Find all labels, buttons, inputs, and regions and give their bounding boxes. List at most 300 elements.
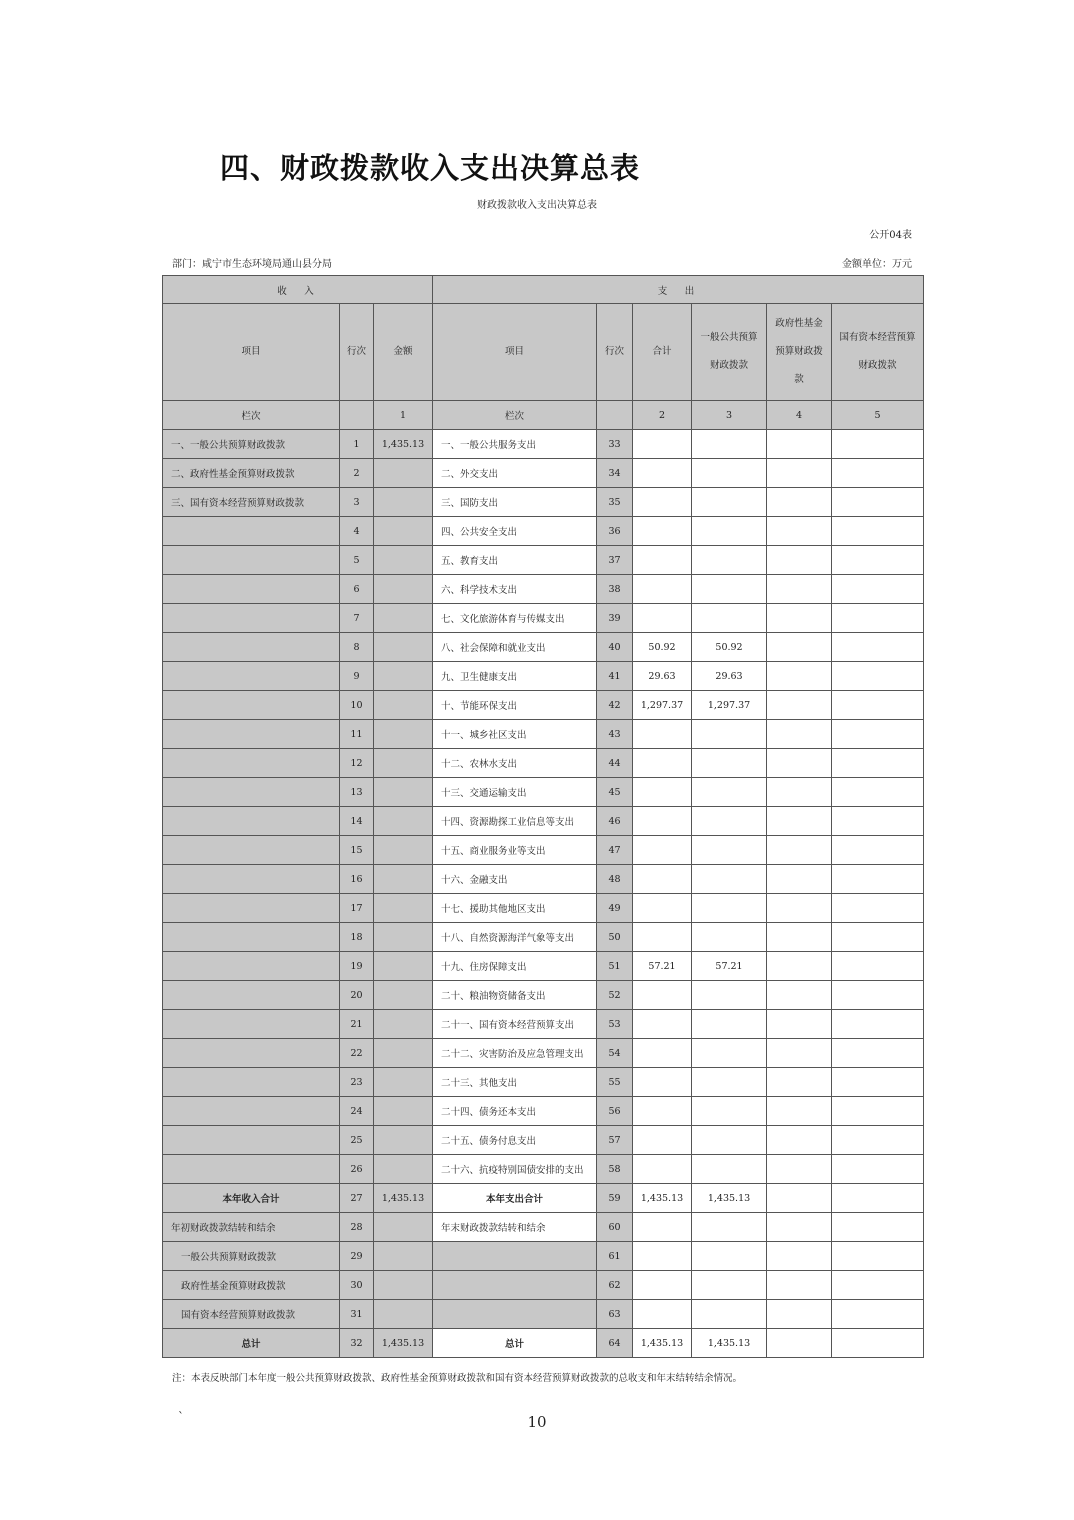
total-amount-cell <box>633 575 692 604</box>
total-amount-cell <box>633 1010 692 1039</box>
fund-budget-amount-cell <box>767 981 832 1010</box>
lanci-blank <box>597 401 633 430</box>
expense-row-no-cell: 51 <box>597 952 633 981</box>
expense-item-cell: 二十、粮油物资储备支出 <box>433 981 597 1010</box>
general-budget-amount-cell <box>692 575 767 604</box>
table-row <box>163 691 924 720</box>
total-amount-cell <box>633 1097 692 1126</box>
income-row-no-cell: 29 <box>340 1242 374 1271</box>
table-row <box>163 575 924 604</box>
income-item-cell <box>163 1068 340 1097</box>
fund-budget-amount-cell <box>767 662 832 691</box>
expense-row-no-cell: 41 <box>597 662 633 691</box>
state-capital-amount-cell <box>832 1242 924 1271</box>
total-amount-cell <box>633 1039 692 1068</box>
table-row <box>163 1126 924 1155</box>
form-number: 公开04表 <box>869 230 912 241</box>
expense-row-no-cell: 48 <box>597 865 633 894</box>
income-row-no-cell: 32 <box>340 1329 374 1358</box>
income-row-no-cell: 31 <box>340 1300 374 1329</box>
expense-item-cell: 二十四、债务还本支出 <box>433 1097 597 1126</box>
expense-item-cell <box>433 1271 597 1300</box>
income-row-no-cell: 21 <box>340 1010 374 1039</box>
income-amount-cell <box>374 1213 433 1242</box>
income-amount-cell <box>374 662 433 691</box>
fund-budget-amount-cell <box>767 1329 832 1358</box>
fund-budget-amount-cell <box>767 604 832 633</box>
total-amount-cell <box>633 1213 692 1242</box>
income-item-cell <box>163 691 340 720</box>
total-amount-cell: 29.63 <box>633 662 692 691</box>
year-total-row <box>163 1184 924 1213</box>
income-item-cell <box>163 1126 340 1155</box>
total-amount-cell <box>633 865 692 894</box>
expense-row-no-cell: 46 <box>597 807 633 836</box>
expense-row-no-cell: 62 <box>597 1271 633 1300</box>
expense-row-no-cell: 44 <box>597 749 633 778</box>
income-row-no-cell: 15 <box>340 836 374 865</box>
expense-item-cell: 十二、农林水支出 <box>433 749 597 778</box>
expense-item-cell: 六、科学技术支出 <box>433 575 597 604</box>
income-amount-cell <box>374 1155 433 1184</box>
stray-mark: ` <box>178 1410 184 1424</box>
income-item-cell <box>163 1010 340 1039</box>
state-capital-amount-cell <box>832 1097 924 1126</box>
general-budget-amount-cell <box>692 1097 767 1126</box>
table-row <box>163 981 924 1010</box>
total-amount-cell <box>633 517 692 546</box>
expense-item-cell: 十六、金融支出 <box>433 865 597 894</box>
general-budget-amount-cell <box>692 807 767 836</box>
income-row-no-cell: 25 <box>340 1126 374 1155</box>
state-capital-amount-cell <box>832 1271 924 1300</box>
general-budget-amount-cell <box>692 517 767 546</box>
total-amount-cell <box>633 807 692 836</box>
general-budget-amount-cell <box>692 1213 767 1242</box>
fund-budget-amount-cell <box>767 1097 832 1126</box>
general-budget-amount-cell <box>692 1010 767 1039</box>
carry-over-row <box>163 1213 924 1242</box>
expense-item-cell: 七、文化旅游体育与传媒支出 <box>433 604 597 633</box>
expense-item-cell: 十四、资源勘探工业信息等支出 <box>433 807 597 836</box>
lanci-blank <box>340 401 374 430</box>
total-amount-cell <box>633 836 692 865</box>
state-capital-amount-cell <box>832 1213 924 1242</box>
expense-item-cell: 十八、自然资源海洋气象等支出 <box>433 923 597 952</box>
table-row <box>163 546 924 575</box>
table-row <box>163 865 924 894</box>
table-row <box>163 1155 924 1184</box>
income-item-cell: 一、一般公共预算财政拨款 <box>163 430 340 459</box>
expense-item-header: 项目 <box>433 304 597 401</box>
total-amount-cell <box>633 1068 692 1097</box>
carry-over-sub-row <box>163 1300 924 1329</box>
general-budget-amount-cell <box>692 981 767 1010</box>
table-row <box>163 836 924 865</box>
expense-row-no-cell: 39 <box>597 604 633 633</box>
expense-row-no-header: 行次 <box>597 304 633 401</box>
table-row <box>163 807 924 836</box>
income-row-no-cell: 4 <box>340 517 374 546</box>
fund-budget-amount-cell <box>767 836 832 865</box>
income-item-cell <box>163 662 340 691</box>
general-budget-amount-cell: 1,435.13 <box>692 1184 767 1213</box>
income-row-no-cell: 6 <box>340 575 374 604</box>
state-capital-amount-cell <box>832 1329 924 1358</box>
income-row-no-cell: 2 <box>340 459 374 488</box>
table-note: 注：本表反映部门本年度一般公共预算财政拨款、政府性基金预算财政拨款和国有资本经营预算财政拨款的总收支和年末结转结余情况。 <box>172 1373 743 1384</box>
fund-budget-amount-cell <box>767 778 832 807</box>
expense-row-no-cell: 58 <box>597 1155 633 1184</box>
state-capital-amount-cell <box>832 749 924 778</box>
state-capital-amount-cell <box>832 1010 924 1039</box>
table-row <box>163 749 924 778</box>
state-capital-amount-cell <box>832 1039 924 1068</box>
income-row-no-cell: 22 <box>340 1039 374 1068</box>
total-amount-cell: 1,297.37 <box>633 691 692 720</box>
income-item-cell <box>163 749 340 778</box>
expense-item-cell <box>433 1300 597 1329</box>
expense-row-no-cell: 33 <box>597 430 633 459</box>
income-amount-cell <box>374 894 433 923</box>
state-capital-amount-cell <box>832 604 924 633</box>
expense-item-cell: 十九、住房保障支出 <box>433 952 597 981</box>
expense-item-cell: 总计 <box>433 1329 597 1358</box>
income-item-cell <box>163 865 340 894</box>
state-capital-amount-cell <box>832 865 924 894</box>
income-row-no-cell: 18 <box>340 923 374 952</box>
income-amount-cell <box>374 981 433 1010</box>
table-row <box>163 662 924 691</box>
total-amount-cell <box>633 894 692 923</box>
state-capital-amount-cell <box>832 1126 924 1155</box>
total-amount-cell <box>633 720 692 749</box>
income-item-cell: 一般公共预算财政拨款 <box>163 1242 340 1271</box>
fiscal-appropriation-table <box>162 275 924 1358</box>
income-row-no-cell: 28 <box>340 1213 374 1242</box>
lanci-col-2: 2 <box>633 401 692 430</box>
income-amount-cell <box>374 517 433 546</box>
expense-item-cell: 二十二、灾害防治及应急管理支出 <box>433 1039 597 1068</box>
expense-row-no-cell: 36 <box>597 517 633 546</box>
total-amount-cell <box>633 546 692 575</box>
income-amount-cell <box>374 1126 433 1155</box>
fund-budget-amount-cell <box>767 1184 832 1213</box>
lanci-row <box>163 401 924 430</box>
table-row <box>163 894 924 923</box>
table-row <box>163 923 924 952</box>
general-budget-amount-cell <box>692 604 767 633</box>
income-item-header: 项目 <box>163 304 340 401</box>
income-item-cell <box>163 633 340 662</box>
fund-budget-amount-cell <box>767 894 832 923</box>
total-amount-cell: 1,435.13 <box>633 1329 692 1358</box>
state-capital-amount-cell <box>832 778 924 807</box>
income-item-cell <box>163 1155 340 1184</box>
fund-budget-amount-cell <box>767 546 832 575</box>
fund-budget-amount-cell <box>767 430 832 459</box>
income-amount-cell <box>374 1271 433 1300</box>
fund-budget-amount-cell <box>767 1271 832 1300</box>
income-item-cell <box>163 1039 340 1068</box>
table-row <box>163 430 924 459</box>
income-item-cell <box>163 546 340 575</box>
income-row-no-cell: 7 <box>340 604 374 633</box>
fund-budget-amount-cell <box>767 691 832 720</box>
income-amount-cell <box>374 546 433 575</box>
income-item-cell <box>163 981 340 1010</box>
general-budget-amount-cell <box>692 1126 767 1155</box>
expense-row-no-cell: 50 <box>597 923 633 952</box>
general-budget-amount-cell: 1,297.37 <box>692 691 767 720</box>
fund-budget-amount-cell <box>767 459 832 488</box>
income-amount-cell <box>374 1010 433 1039</box>
state-capital-amount-cell <box>832 662 924 691</box>
expense-item-cell: 五、教育支出 <box>433 546 597 575</box>
income-amount-cell: 1,435.13 <box>374 1184 433 1213</box>
table-row <box>163 633 924 662</box>
income-item-cell <box>163 720 340 749</box>
table-row <box>163 488 924 517</box>
lanci-col-3: 3 <box>692 401 767 430</box>
income-row-no-cell: 16 <box>340 865 374 894</box>
income-row-no-cell: 8 <box>340 633 374 662</box>
income-item-cell: 年初财政拨款结转和结余 <box>163 1213 340 1242</box>
income-amount-cell: 1,435.13 <box>374 430 433 459</box>
expense-row-no-cell: 57 <box>597 1126 633 1155</box>
fund-budget-amount-cell <box>767 1155 832 1184</box>
expense-item-cell: 九、卫生健康支出 <box>433 662 597 691</box>
expense-item-cell: 二、外交支出 <box>433 459 597 488</box>
fund-budget-amount-cell <box>767 1213 832 1242</box>
income-amount-cell <box>374 865 433 894</box>
state-capital-amount-cell <box>832 517 924 546</box>
income-item-cell: 总计 <box>163 1329 340 1358</box>
expense-item-cell: 十三、交通运输支出 <box>433 778 597 807</box>
income-row-no-cell: 9 <box>340 662 374 691</box>
general-budget-amount-cell <box>692 459 767 488</box>
income-row-no-cell: 10 <box>340 691 374 720</box>
table-row <box>163 459 924 488</box>
income-item-cell <box>163 778 340 807</box>
income-item-cell: 二、政府性基金预算财政拨款 <box>163 459 340 488</box>
fund-budget-amount-cell <box>767 1126 832 1155</box>
general-budget-amount-cell: 50.92 <box>692 633 767 662</box>
income-row-no-cell: 19 <box>340 952 374 981</box>
income-row-no-cell: 23 <box>340 1068 374 1097</box>
expense-row-no-cell: 35 <box>597 488 633 517</box>
general-budget-header: 一般公共预算财政拨款 <box>692 304 767 401</box>
general-budget-amount-cell <box>692 1155 767 1184</box>
state-capital-header: 国有资本经营预算财政拨款 <box>832 304 924 401</box>
income-amount-header: 金额 <box>374 304 433 401</box>
income-amount-cell <box>374 720 433 749</box>
expense-row-no-cell: 34 <box>597 459 633 488</box>
expense-item-cell: 二十六、抗疫特别国债安排的支出 <box>433 1155 597 1184</box>
expense-row-no-cell: 54 <box>597 1039 633 1068</box>
income-amount-cell <box>374 633 433 662</box>
table-row <box>163 1068 924 1097</box>
total-amount-cell <box>633 604 692 633</box>
general-budget-amount-cell <box>692 836 767 865</box>
total-amount-cell <box>633 430 692 459</box>
income-row-no-cell: 27 <box>340 1184 374 1213</box>
table-row <box>163 720 924 749</box>
expense-row-no-cell: 53 <box>597 1010 633 1039</box>
expense-row-no-cell: 52 <box>597 981 633 1010</box>
income-row-no-cell: 12 <box>340 749 374 778</box>
expense-row-no-cell: 40 <box>597 633 633 662</box>
general-budget-amount-cell: 57.21 <box>692 952 767 981</box>
state-capital-amount-cell <box>832 575 924 604</box>
lanci-col-1: 1 <box>374 401 433 430</box>
total-amount-cell: 50.92 <box>633 633 692 662</box>
income-item-cell: 国有资本经营预算财政拨款 <box>163 1300 340 1329</box>
state-capital-amount-cell <box>832 807 924 836</box>
expense-item-cell: 二十一、国有资本经营预算支出 <box>433 1010 597 1039</box>
fund-budget-amount-cell <box>767 1068 832 1097</box>
total-amount-cell <box>633 1300 692 1329</box>
total-amount-cell <box>633 1271 692 1300</box>
income-amount-cell <box>374 1068 433 1097</box>
fund-budget-amount-cell <box>767 1039 832 1068</box>
expense-item-cell: 十五、商业服务业等支出 <box>433 836 597 865</box>
expense-item-cell: 年末财政拨款结转和结余 <box>433 1213 597 1242</box>
general-budget-amount-cell <box>692 1039 767 1068</box>
state-capital-amount-cell <box>832 1300 924 1329</box>
table-row <box>163 1010 924 1039</box>
general-budget-amount-cell <box>692 1242 767 1271</box>
expense-row-no-cell: 42 <box>597 691 633 720</box>
income-amount-cell <box>374 952 433 981</box>
general-budget-amount-cell <box>692 865 767 894</box>
fund-budget-amount-cell <box>767 517 832 546</box>
income-item-cell: 本年收入合计 <box>163 1184 340 1213</box>
expense-item-cell: 十一、城乡社区支出 <box>433 720 597 749</box>
expense-item-cell: 本年支出合计 <box>433 1184 597 1213</box>
state-capital-amount-cell <box>832 836 924 865</box>
table-row <box>163 1097 924 1126</box>
fund-budget-amount-cell <box>767 749 832 778</box>
state-capital-amount-cell <box>832 1068 924 1097</box>
state-capital-amount-cell <box>832 1184 924 1213</box>
fund-budget-amount-cell <box>767 1010 832 1039</box>
general-budget-amount-cell: 29.63 <box>692 662 767 691</box>
income-item-cell <box>163 807 340 836</box>
lanci-label: 栏次 <box>163 401 340 430</box>
income-item-cell <box>163 923 340 952</box>
general-budget-amount-cell <box>692 894 767 923</box>
expense-item-cell <box>433 1242 597 1271</box>
table-row <box>163 1039 924 1068</box>
general-budget-amount-cell <box>692 923 767 952</box>
state-capital-amount-cell <box>832 981 924 1010</box>
table-row <box>163 604 924 633</box>
expense-row-no-cell: 63 <box>597 1300 633 1329</box>
total-amount-cell <box>633 923 692 952</box>
general-budget-amount-cell <box>692 430 767 459</box>
income-section-header: 收 入 <box>163 276 433 304</box>
expense-row-no-cell: 47 <box>597 836 633 865</box>
total-amount-cell <box>633 981 692 1010</box>
state-capital-amount-cell <box>832 894 924 923</box>
fund-budget-header: 政府性基金预算财政拨款 <box>767 304 832 401</box>
lanci-label: 栏次 <box>433 401 597 430</box>
state-capital-amount-cell <box>832 546 924 575</box>
income-item-cell: 三、国有资本经营预算财政拨款 <box>163 488 340 517</box>
income-item-cell <box>163 1097 340 1126</box>
income-item-cell <box>163 894 340 923</box>
income-row-no-cell: 13 <box>340 778 374 807</box>
income-item-cell <box>163 836 340 865</box>
expense-row-no-cell: 64 <box>597 1329 633 1358</box>
general-budget-amount-cell <box>692 720 767 749</box>
fund-budget-amount-cell <box>767 923 832 952</box>
state-capital-amount-cell <box>832 720 924 749</box>
table-row <box>163 952 924 981</box>
income-amount-cell <box>374 923 433 952</box>
expense-row-no-cell: 59 <box>597 1184 633 1213</box>
expense-item-cell: 一、一般公共服务支出 <box>433 430 597 459</box>
page-title: 四、财政拨款收入支出决算总表 <box>220 151 641 185</box>
lanci-col-5: 5 <box>832 401 924 430</box>
income-amount-cell <box>374 604 433 633</box>
income-item-cell <box>163 517 340 546</box>
expense-item-cell: 二十三、其他支出 <box>433 1068 597 1097</box>
expense-row-no-cell: 55 <box>597 1068 633 1097</box>
carry-over-sub-row <box>163 1242 924 1271</box>
expense-row-no-cell: 60 <box>597 1213 633 1242</box>
section-header-row <box>163 276 924 304</box>
general-budget-amount-cell <box>692 1271 767 1300</box>
income-amount-cell <box>374 488 433 517</box>
state-capital-amount-cell <box>832 488 924 517</box>
income-amount-cell <box>374 691 433 720</box>
total-amount-cell <box>633 749 692 778</box>
expense-item-cell: 八、社会保障和就业支出 <box>433 633 597 662</box>
income-row-no-cell: 20 <box>340 981 374 1010</box>
total-amount-cell <box>633 778 692 807</box>
table-row <box>163 778 924 807</box>
total-amount-cell: 57.21 <box>633 952 692 981</box>
fund-budget-amount-cell <box>767 1300 832 1329</box>
income-amount-cell <box>374 836 433 865</box>
income-amount-cell <box>374 575 433 604</box>
expense-row-no-cell: 37 <box>597 546 633 575</box>
carry-over-sub-row <box>163 1271 924 1300</box>
expense-section-header: 支 出 <box>433 276 924 304</box>
income-item-cell: 政府性基金预算财政拨款 <box>163 1271 340 1300</box>
income-row-no-cell: 3 <box>340 488 374 517</box>
income-row-no-cell: 17 <box>340 894 374 923</box>
amount-unit-label: 金额单位：万元 <box>842 259 912 270</box>
fund-budget-amount-cell <box>767 575 832 604</box>
income-amount-cell <box>374 807 433 836</box>
income-row-no-cell: 26 <box>340 1155 374 1184</box>
fund-budget-amount-cell <box>767 720 832 749</box>
expense-row-no-cell: 38 <box>597 575 633 604</box>
total-amount-cell <box>633 459 692 488</box>
fund-budget-amount-cell <box>767 952 832 981</box>
general-budget-amount-cell: 1,435.13 <box>692 1329 767 1358</box>
income-amount-cell <box>374 1242 433 1271</box>
state-capital-amount-cell <box>832 430 924 459</box>
income-item-cell <box>163 952 340 981</box>
income-row-no-cell: 11 <box>340 720 374 749</box>
income-amount-cell: 1,435.13 <box>374 1329 433 1358</box>
expense-row-no-cell: 49 <box>597 894 633 923</box>
general-budget-amount-cell <box>692 1300 767 1329</box>
